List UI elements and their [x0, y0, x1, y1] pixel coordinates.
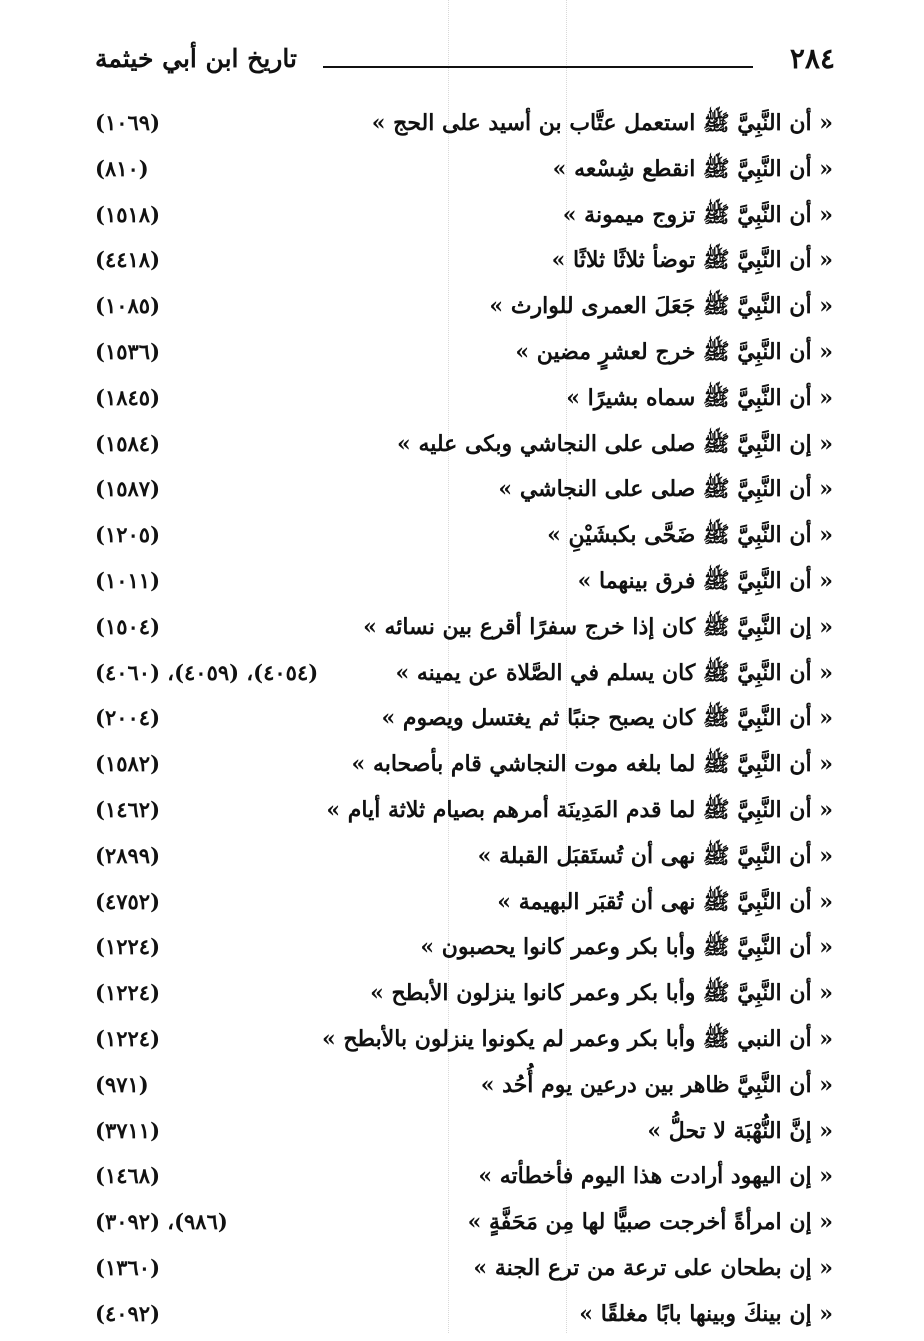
index-entry: [95, 425, 833, 471]
hadith-text: « أن النَّبِيَّ ﷺ توضأ ثلاثًا ثلاثًا »: [551, 247, 833, 274]
index-entry: [95, 104, 833, 150]
hadith-reference: (٢٨٩٩): [95, 842, 160, 868]
hadith-reference: (١٢٢٤): [95, 980, 160, 1006]
hadith-text: « أن النَّبِيَّ ﷺ نهى أن تُقبَر البهيمة »: [497, 888, 833, 915]
hadith-reference: (١٥٨٧): [95, 476, 160, 502]
index-entry: [95, 1157, 833, 1203]
hadith-text: « أن النَّبِيَّ ﷺ استعمل عتَّاب بن أسيد على الحج »: [371, 110, 833, 136]
hadith-reference: (١٢٢٤): [95, 1025, 160, 1051]
hadith-text: « أن النَّبِيَّ ﷺ كان يسلم في الصَّلاة عن يمينه »: [395, 659, 833, 686]
hadith-reference: (١٣٦٠): [95, 1254, 160, 1280]
hadith-index-list: [95, 104, 833, 1341]
hadith-reference: (٤٧٥٢): [95, 888, 160, 914]
hadith-reference: (١٤٦٨): [95, 1163, 160, 1189]
hadith-reference: (١٥١٨): [95, 201, 160, 227]
hadith-text: « إن اليهود أرادت هذا اليوم فأخطأته »: [478, 1163, 833, 1190]
hadith-reference: (٤٠٥٤)، (٤٠٥٩)، (٤٠٦٠): [95, 659, 319, 685]
hadith-reference: (٢٠٠٤): [95, 705, 160, 731]
hadith-text: « إن النَّبِيَّ ﷺ كان إذا خرج سفرًا أقرع بين نسائه »: [363, 613, 833, 640]
hadith-text: « أن النَّبِيَّ ﷺ لما بلغه موت النجاشي قام بأصحابه »: [351, 751, 833, 778]
index-entry: [95, 150, 833, 196]
hadith-reference: (١٢٢٤): [95, 934, 160, 960]
index-entry: [95, 1203, 833, 1249]
index-entry: [95, 1295, 833, 1341]
hadith-text: « أن النَّبِيَّ ﷺ جَعَلَ العمرى للوارث »: [489, 293, 833, 320]
hadith-reference: (١٥٨٢): [95, 751, 160, 777]
hadith-text: « إن النَّبِيَّ ﷺ صلى على النجاشي وبكى عليه »: [397, 430, 833, 457]
hadith-text: « أن النَّبِيَّ ﷺ صلى على النجاشي »: [498, 476, 833, 503]
index-entry: [95, 562, 833, 608]
hadith-text: « إن بينكَ وبينها بابًا مغلقًا »: [579, 1300, 833, 1327]
hadith-reference: (١٥٠٤): [95, 613, 160, 639]
index-entry: [95, 837, 833, 883]
hadith-reference: (١٥٨٤): [95, 430, 160, 456]
index-entry: [95, 196, 833, 242]
header-rule: [323, 66, 753, 68]
hadith-text: « أن النَّبِيَّ ﷺ كان يصبح جنبًا ثم يغتسل ويصوم »: [381, 705, 833, 732]
hadith-text: « إنَّ النُّهْبَة لا تحلُّ »: [647, 1117, 833, 1144]
page-header: [95, 40, 835, 84]
hadith-text: « إن بطحان على ترعة من ترع الجنة »: [473, 1254, 833, 1281]
hadith-reference: (١٠٨٥): [95, 293, 160, 319]
page-number: ٢٨٤: [789, 42, 835, 75]
hadith-text: « أن النَّبِيَّ ﷺ وأبا بكر وعمر كانوا يحصبون »: [420, 934, 833, 961]
hadith-reference: (٤٤١٨): [95, 247, 160, 273]
hadith-text: « أن النَّبِيَّ ﷺ انقطع شِسْعه »: [552, 155, 833, 182]
index-entry: [95, 883, 833, 929]
hadith-text: « أن النَّبِيَّ ﷺ سماه بشيرًا »: [566, 384, 833, 411]
index-entry: [95, 974, 833, 1020]
hadith-text: « أن النَّبِيَّ ﷺ فرق بينهما »: [577, 567, 833, 594]
index-entry: [95, 1249, 833, 1295]
index-entry: [95, 928, 833, 974]
index-entry: [95, 470, 833, 516]
hadith-reference: (٩٧١): [95, 1071, 149, 1097]
index-entry: [95, 1020, 833, 1066]
hadith-reference: (٩٨٦)، (٣٠٩٢): [95, 1209, 228, 1235]
hadith-reference: (١٢٠٥): [95, 522, 160, 548]
hadith-text: « أن النَّبِيَّ ﷺ تزوج ميمونة »: [562, 201, 833, 228]
hadith-reference: (٤٠٩٢): [95, 1300, 160, 1326]
index-entry: [95, 241, 833, 287]
hadith-text: « أن النَّبِيَّ ظاهر بين درعين يوم أُحُد »: [480, 1071, 833, 1098]
index-entry: [95, 516, 833, 562]
index-entry: [95, 699, 833, 745]
index-entry: [95, 1112, 833, 1158]
index-entry: [95, 654, 833, 700]
index-entry: [95, 791, 833, 837]
index-entry: [95, 1066, 833, 1112]
hadith-text: « أن النَّبِيَّ ﷺ ضَحَّى بكبشَيْنِ »: [547, 522, 833, 549]
hadith-text: « أن النبي ﷺ وأبا بكر وعمر لم يكونوا ينزلون بالأبطح »: [321, 1025, 833, 1052]
hadith-text: « أن النَّبِيَّ ﷺ نهى أن تُستَقبَل القبلة »: [477, 842, 833, 869]
index-entry: [95, 333, 833, 379]
hadith-reference: (١٨٤٥): [95, 384, 160, 410]
index-entry: [95, 608, 833, 654]
index-entry: [95, 379, 833, 425]
hadith-reference: (١٠٦٩): [95, 110, 160, 135]
hadith-text: « إن امرأةً أخرجت صبيًّا لها مِن مَحَفَّةٍ »: [467, 1209, 833, 1236]
book-title: تاريخ ابن أبي خيثمة: [95, 44, 297, 73]
hadith-text: « أن النَّبِيَّ ﷺ لما قدم المَدِينَة أمرهم بصيام ثلاثة أيام »: [326, 796, 833, 823]
hadith-text: « أن النَّبِيَّ ﷺ خرج لعشرٍ مضين »: [515, 338, 833, 365]
hadith-reference: (١٤٦٢): [95, 796, 160, 822]
hadith-reference: (٣٧١١): [95, 1117, 160, 1143]
hadith-reference: (١٠١١): [95, 567, 160, 593]
hadith-text: « أن النَّبِيَّ ﷺ وأبا بكر وعمر كانوا ينزلون الأبطح »: [370, 980, 833, 1007]
hadith-reference: (٨١٠): [95, 155, 149, 181]
index-entry: [95, 287, 833, 333]
hadith-reference: (١٥٣٦): [95, 338, 160, 364]
index-entry: [95, 745, 833, 791]
